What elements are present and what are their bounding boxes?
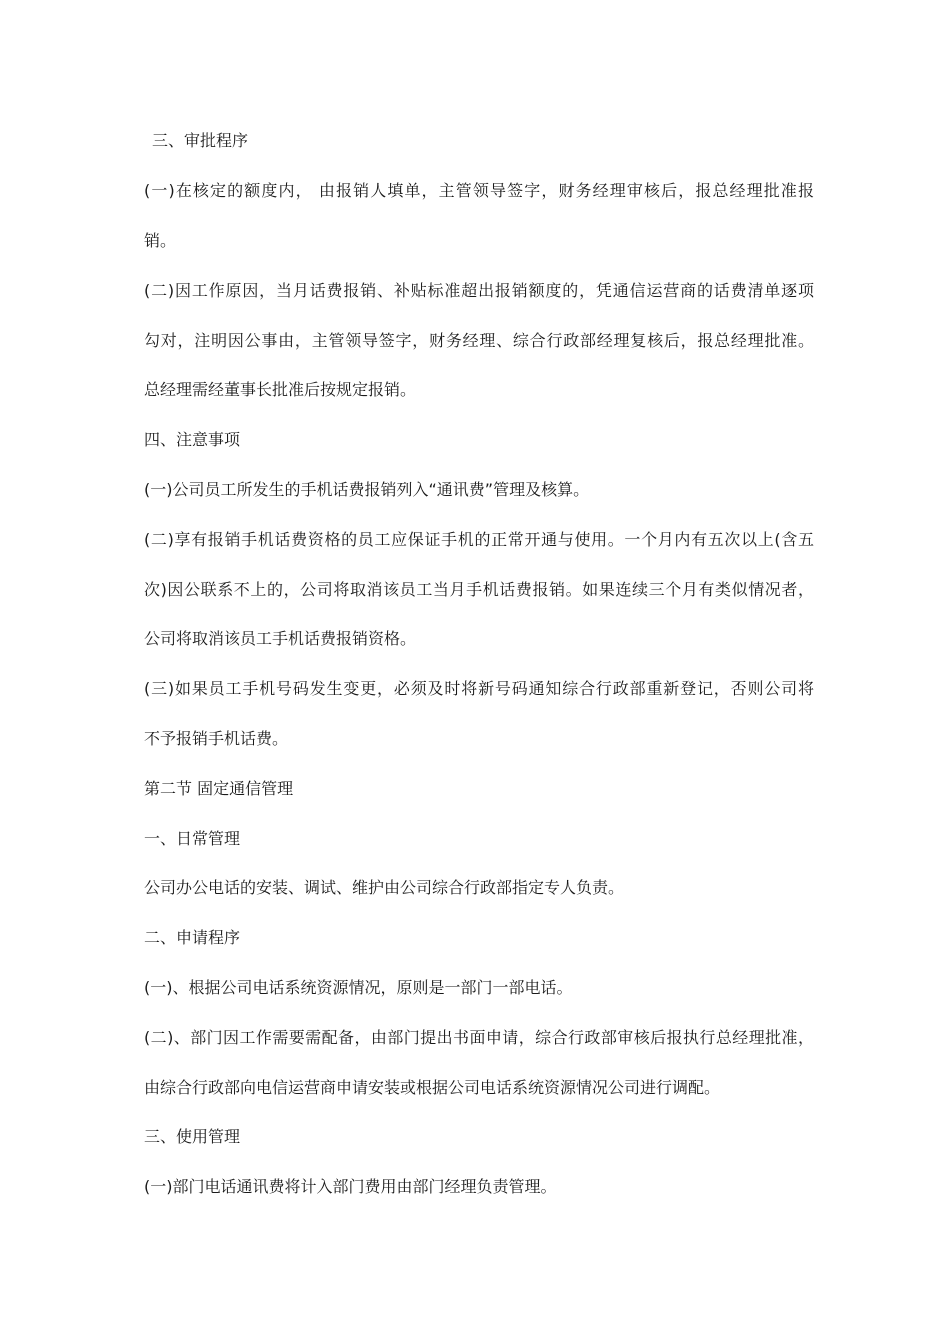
paragraph-line: 由综合行政部向电信运营商申请安装或根据公司电话系统资源情况公司进行调配。 — [144, 1078, 721, 1097]
paragraph-line: (一)公司员工所发生的手机话费报销列入“通讯费”管理及核算。 — [144, 480, 590, 499]
paragraph-line: 总经理需经董事长批准后按规定报销。 — [144, 380, 417, 399]
paragraph-line: 销。 — [144, 231, 177, 250]
heading-usage-management: 三、使用管理 — [144, 1127, 241, 1146]
paragraph-line: 勾对，注明因公事由，主管领导签字，财务经理、综合行政部经理复核后，报总经理批准。 — [144, 331, 814, 350]
paragraph-line: (一)在核定的额度内， 由报销人填单，主管领导签字，财务经理审核后，报总经理批准报 — [144, 181, 814, 200]
paragraph-line: (二)、部门因工作需要需配备，由部门提出书面申请，综合行政部审核后报执行总经理批准， — [144, 1028, 814, 1047]
heading-daily-management: 一、日常管理 — [144, 829, 241, 848]
paragraph-line: (一)部门电话通讯费将计入部门费用由部门经理负责管理。 — [144, 1177, 557, 1196]
paragraph-line: 不予报销手机话费。 — [144, 729, 289, 748]
paragraph-line: (二)因工作原因，当月话费报销、补贴标准超出报销额度的，凭通信运营商的话费清单逐项 — [144, 281, 814, 300]
paragraph-line: (三)如果员工手机号码发生变更，必须及时将新号码通知综合行政部重新登记，否则公司将 — [144, 679, 814, 698]
paragraph-line: (二)享有报销手机话费资格的员工应保证手机的正常开通与使用。一个月内有五次以上(含五 — [144, 530, 814, 549]
section-heading: 第二节 固定通信管理 — [144, 779, 294, 798]
heading-approval-procedure: 三、审批程序 — [152, 131, 249, 150]
heading-application-procedure: 二、申请程序 — [144, 928, 241, 947]
paragraph-line: (一)、根据公司电话系统资源情况，原则是一部门一部电话。 — [144, 978, 573, 997]
paragraph-line: 公司将取消该员工手机话费报销资格。 — [144, 629, 417, 648]
heading-notes: 四、注意事项 — [144, 430, 241, 449]
paragraph-line: 公司办公电话的安装、调试、维护由公司综合行政部指定专人负责。 — [144, 878, 625, 897]
paragraph-line: 次)因公联系不上的，公司将取消该员工当月手机话费报销。如果连续三个月有类似情况者， — [144, 580, 814, 599]
